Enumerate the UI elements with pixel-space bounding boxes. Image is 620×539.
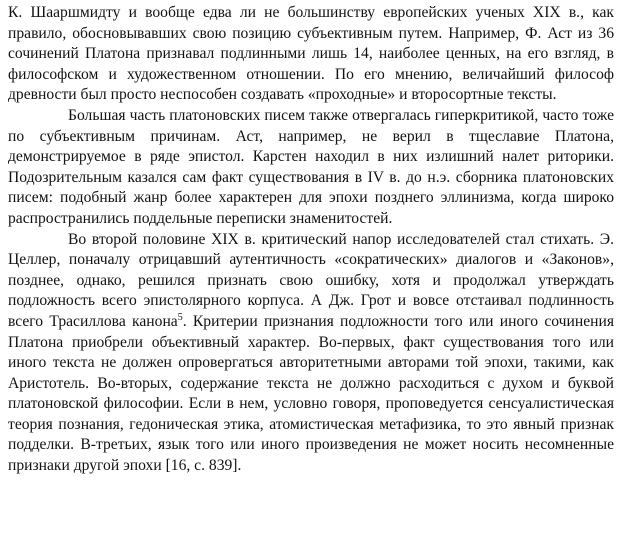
paragraph-3-text-before: Во второй половине XIX в. критический напор исследователей стал стихать. Э. Целлер, поначалу отрицавший аутентичность «сократических» диалогов и «Законов», позднее, однако, решился признать свою ошибку, хотя и продолжал утверждать подложность всего эпистолярного корпуса. А Дж. Грот и вовсе отстаивал подлинность всего Трасиллова канона <box>8 230 614 330</box>
footnote-marker[interactable]: 5 <box>177 311 183 323</box>
paragraph-3 <box>8 230 614 477</box>
paragraph-3-text-after: . Критерии признания подложности того или иного сочинения Платона приобрели объективный характер. Во-первых, факт существования того или иного текста не должен опровергаться авторитетными авторами той эпохи, такими, как Аристотель. Во-вторых, содержание текста не должно расходиться с духом и буквой платоновской философии. Если в нем, условно говоря, проповедуется сенсуалистическая теория познания, гедоническая этика, атомистическая метафизика, то это явный признак подделки. В-третьих, язык того или иного произведения не может носить несомненные признаки другой эпохи [16, с. 839]. <box>8 312 614 475</box>
paragraph-2: Большая часть платоновских писем также отвергалась гиперкритикой, часто тоже по субъективным причинам. Аст, например, не верил в тщеславие Платона, демонстрируемое в ряде эпистол. Карстен находил в них излишний налет риторики. Подозрительным казался сам факт существования в IV в. до н.э. сборника платоновских писем: подобный жанр более характерен для эпохи позднего эллинизма, когда широко распространились поддельные переписки знаменитостей. <box>8 106 614 227</box>
paragraph-1: К. Шааршмидту и вообще едва ли не большинству европейских ученых XIX в., как правило, обосновывавших свою позицию субъективным путем. Например, Ф. Аст из 36 сочинений Платона признавал подлинными лишь 14, наиболее ценных, на его взгляд, в философском и художественном отношении. По его мнению, величайший философ древности был просто неспособен создавать «проходные» и второсортные тексты. <box>8 4 614 104</box>
